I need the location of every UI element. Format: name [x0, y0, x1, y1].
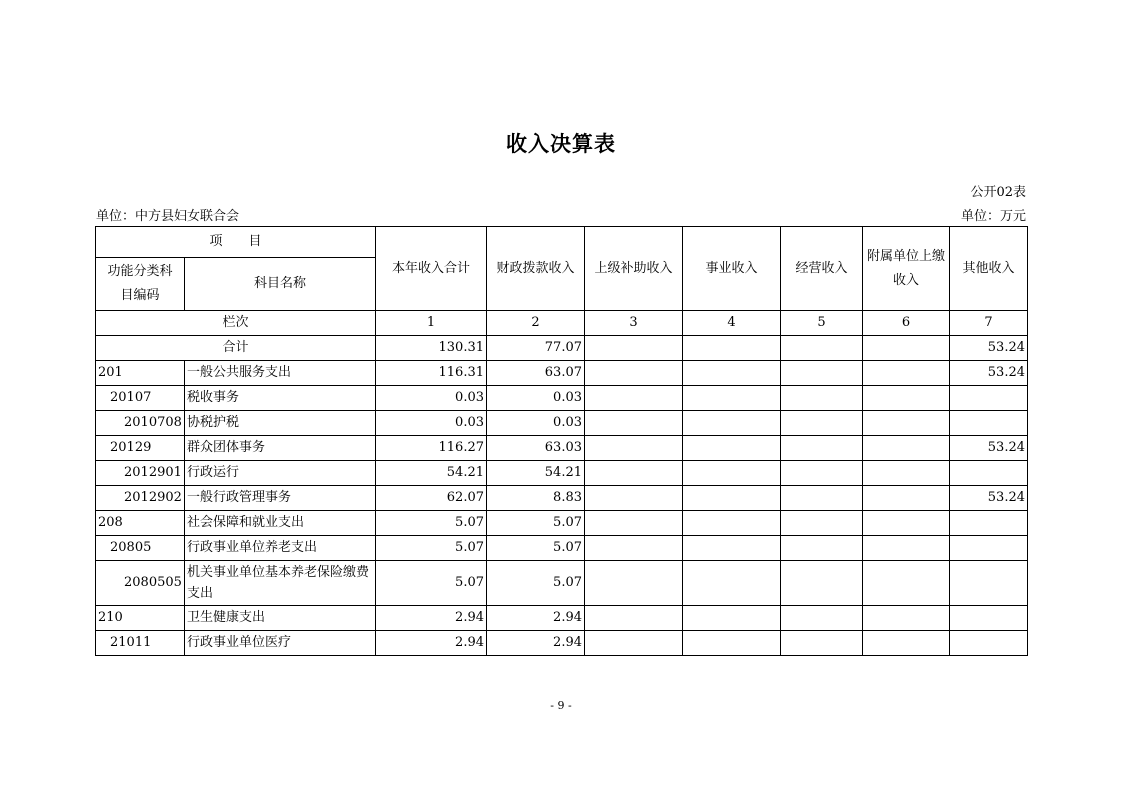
amount-cell	[863, 436, 950, 461]
amount-cell	[781, 436, 863, 461]
subject-name: 群众团体事务	[185, 436, 376, 461]
amount-cell	[863, 461, 950, 486]
function-code: 2012901	[96, 461, 185, 486]
header-col-6: 附属单位上缴收入	[863, 227, 950, 311]
amount-cell	[683, 386, 781, 411]
amount-cell	[781, 631, 863, 656]
amount-cell	[863, 411, 950, 436]
table-row	[96, 536, 1028, 561]
amount-cell	[781, 606, 863, 631]
header-col-3: 上级补助收入	[585, 227, 683, 311]
amount-cell	[781, 486, 863, 511]
col-number: 3	[585, 311, 683, 336]
amount-cell: 5.07	[376, 536, 487, 561]
table-row	[96, 361, 1028, 386]
subject-name: 行政运行	[185, 461, 376, 486]
page-number: - 9 -	[550, 699, 572, 712]
function-code: 210	[96, 606, 185, 631]
total-value	[683, 336, 781, 361]
total-value: 77.07	[487, 336, 585, 361]
amount-cell	[585, 511, 683, 536]
amount-cell	[781, 561, 863, 606]
amount-cell	[781, 536, 863, 561]
income-table	[95, 226, 1028, 656]
amount-cell	[781, 386, 863, 411]
header-item: 项 目	[96, 227, 376, 258]
amount-cell: 0.03	[376, 411, 487, 436]
currency-unit: 单位：万元	[960, 209, 1026, 224]
col-number: 2	[487, 311, 585, 336]
amount-cell: 62.07	[376, 486, 487, 511]
function-code: 21011	[96, 631, 185, 656]
amount-cell	[585, 606, 683, 631]
amount-cell: 53.24	[950, 436, 1028, 461]
col-number: 5	[781, 311, 863, 336]
subject-name: 行政事业单位医疗	[185, 631, 376, 656]
amount-cell	[863, 561, 950, 606]
amount-cell	[950, 461, 1028, 486]
table-row	[96, 461, 1028, 486]
amount-cell	[683, 631, 781, 656]
amount-cell	[950, 386, 1028, 411]
col-number: 4	[683, 311, 781, 336]
amount-cell: 5.07	[487, 511, 585, 536]
subject-name: 一般行政管理事务	[185, 486, 376, 511]
amount-cell	[585, 561, 683, 606]
total-value	[585, 336, 683, 361]
amount-cell	[950, 561, 1028, 606]
amount-cell	[950, 536, 1028, 561]
amount-cell: 2.94	[376, 606, 487, 631]
amount-cell: 2.94	[487, 606, 585, 631]
table-row	[96, 561, 1028, 606]
amount-cell	[683, 361, 781, 386]
amount-cell: 5.07	[487, 561, 585, 606]
header-col-2: 财政拨款收入	[487, 227, 585, 311]
function-code: 2010708	[96, 411, 185, 436]
function-code: 208	[96, 511, 185, 536]
amount-cell: 2.94	[487, 631, 585, 656]
total-value	[863, 336, 950, 361]
amount-cell: 54.21	[376, 461, 487, 486]
table-row	[96, 606, 1028, 631]
page-title: 收入决算表	[506, 132, 616, 156]
subject-name: 卫生健康支出	[185, 606, 376, 631]
amount-cell	[950, 511, 1028, 536]
total-label: 合计	[96, 336, 376, 361]
subject-name: 协税护税	[185, 411, 376, 436]
function-code: 20129	[96, 436, 185, 461]
function-code: 20107	[96, 386, 185, 411]
amount-cell: 63.07	[487, 361, 585, 386]
amount-cell	[781, 461, 863, 486]
total-value: 130.31	[376, 336, 487, 361]
function-code: 2080505	[96, 561, 185, 606]
row-index-label: 栏次	[96, 311, 376, 336]
header-col-5: 经营收入	[781, 227, 863, 311]
amount-cell	[585, 436, 683, 461]
amount-cell	[863, 631, 950, 656]
amount-cell: 8.83	[487, 486, 585, 511]
amount-cell	[950, 606, 1028, 631]
amount-cell	[863, 361, 950, 386]
table-row	[96, 386, 1028, 411]
function-code: 20805	[96, 536, 185, 561]
amount-cell	[585, 361, 683, 386]
amount-cell	[863, 536, 950, 561]
amount-cell	[781, 411, 863, 436]
amount-cell	[950, 411, 1028, 436]
amount-cell	[683, 436, 781, 461]
amount-cell: 53.24	[950, 361, 1028, 386]
subject-name: 社会保障和就业支出	[185, 511, 376, 536]
amount-cell	[683, 411, 781, 436]
header-col-4: 事业收入	[683, 227, 781, 311]
amount-cell: 116.27	[376, 436, 487, 461]
amount-cell	[863, 486, 950, 511]
header-func-code: 功能分类科目编码	[96, 258, 185, 311]
function-code: 2012902	[96, 486, 185, 511]
subject-name: 一般公共服务支出	[185, 361, 376, 386]
amount-cell	[683, 486, 781, 511]
amount-cell	[585, 461, 683, 486]
amount-cell	[950, 631, 1028, 656]
total-value: 53.24	[950, 336, 1028, 361]
amount-cell	[683, 561, 781, 606]
table-row	[96, 631, 1028, 656]
table-row	[96, 411, 1028, 436]
amount-cell: 0.03	[487, 386, 585, 411]
amount-cell	[683, 536, 781, 561]
subject-name: 机关事业单位基本养老保险缴费支出	[185, 561, 376, 606]
amount-cell: 63.03	[487, 436, 585, 461]
amount-cell	[683, 461, 781, 486]
amount-cell	[585, 536, 683, 561]
subject-name: 税收事务	[185, 386, 376, 411]
col-number: 1	[376, 311, 487, 336]
amount-cell: 54.21	[487, 461, 585, 486]
header-col-7: 其他收入	[950, 227, 1028, 311]
amount-cell	[781, 511, 863, 536]
amount-cell	[585, 411, 683, 436]
amount-cell: 5.07	[487, 536, 585, 561]
amount-cell	[781, 361, 863, 386]
amount-cell	[585, 486, 683, 511]
table-row	[96, 486, 1028, 511]
amount-cell	[585, 631, 683, 656]
amount-cell	[863, 386, 950, 411]
header-subject-name: 科目名称	[185, 258, 376, 311]
amount-cell: 53.24	[950, 486, 1028, 511]
amount-cell: 0.03	[376, 386, 487, 411]
header-col-1: 本年收入合计	[376, 227, 487, 311]
subject-name: 行政事业单位养老支出	[185, 536, 376, 561]
amount-cell	[863, 606, 950, 631]
function-code: 201	[96, 361, 185, 386]
amount-cell: 116.31	[376, 361, 487, 386]
amount-cell: 2.94	[376, 631, 487, 656]
form-number: 公开02表	[970, 185, 1026, 200]
table-row	[96, 511, 1028, 536]
col-number: 7	[950, 311, 1028, 336]
amount-cell: 5.07	[376, 561, 487, 606]
amount-cell	[585, 386, 683, 411]
amount-cell	[683, 606, 781, 631]
total-value	[781, 336, 863, 361]
col-number: 6	[863, 311, 950, 336]
reporting-unit: 单位：中方县妇女联合会	[96, 209, 240, 224]
total-row	[96, 336, 1028, 361]
amount-cell	[863, 511, 950, 536]
amount-cell	[683, 511, 781, 536]
table-row	[96, 436, 1028, 461]
amount-cell: 5.07	[376, 511, 487, 536]
amount-cell: 0.03	[487, 411, 585, 436]
